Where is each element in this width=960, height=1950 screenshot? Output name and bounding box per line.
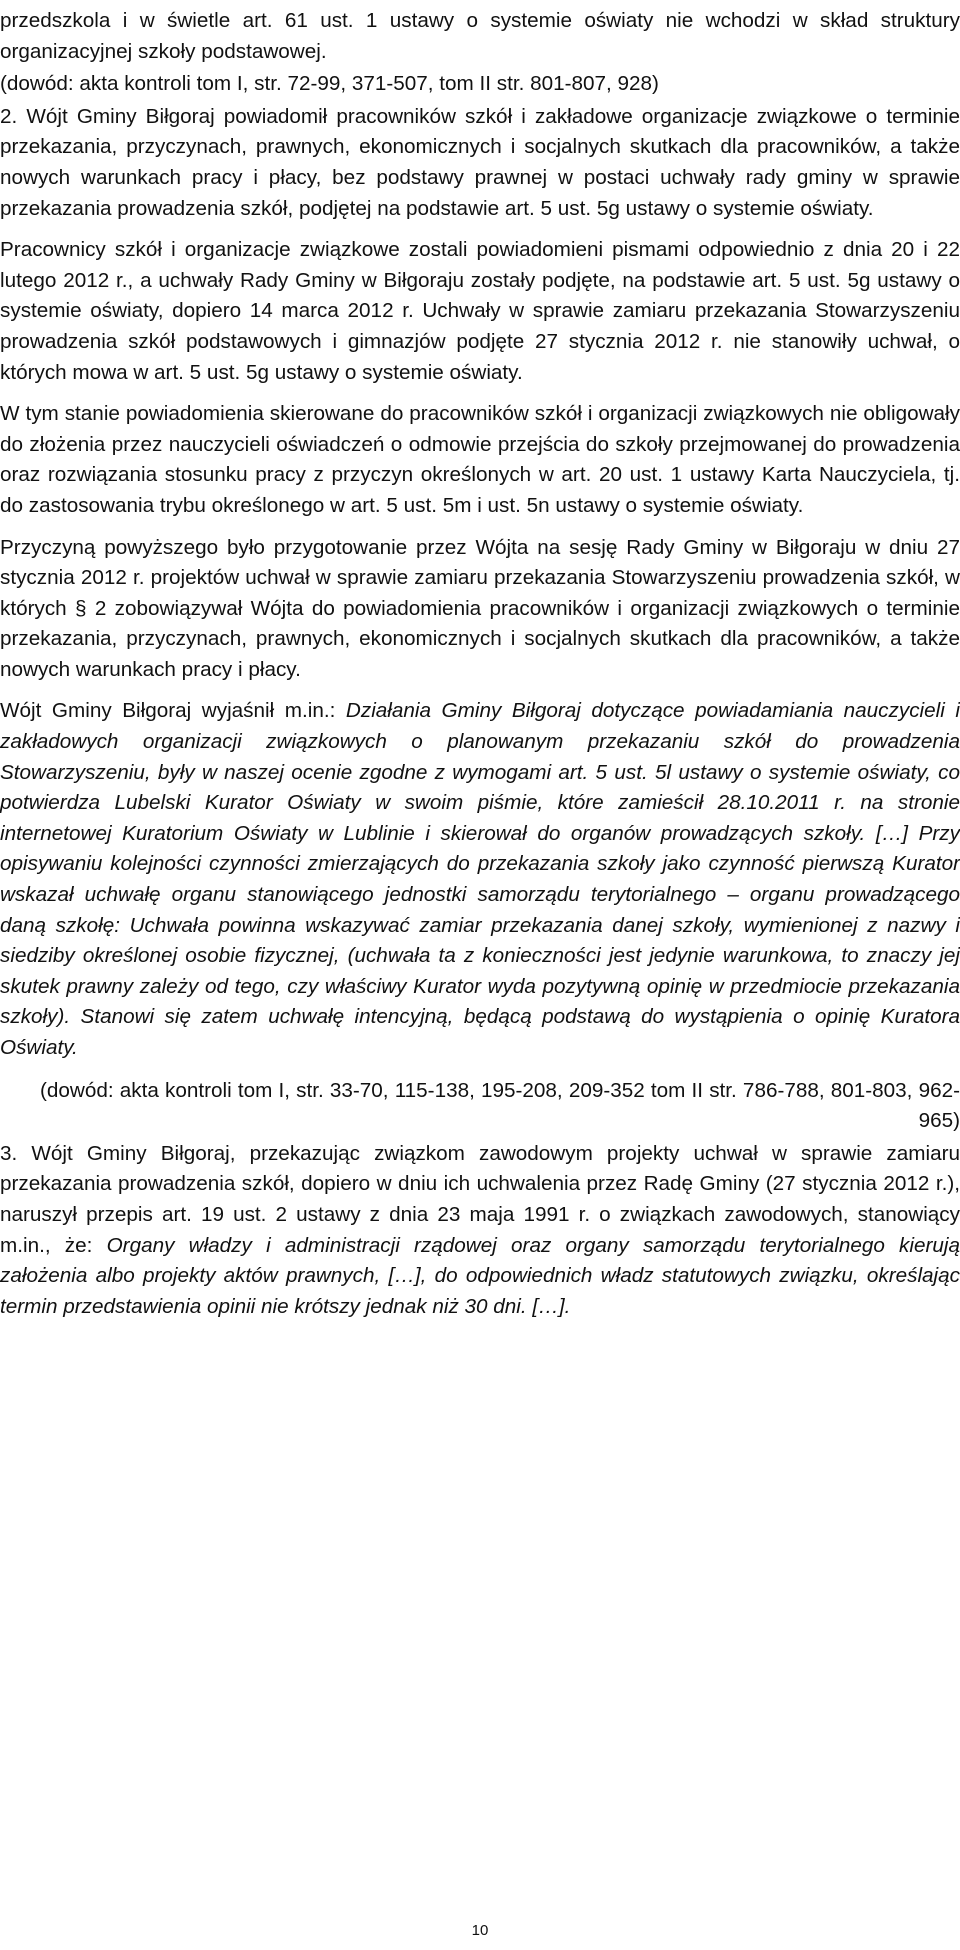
explanation-quote: Działania Gminy Biłgoraj dotyczące powiadamiania nauczycieli i zakładowych organizacji związkowych o planowanym przekazaniu szkół do prowadzenia Stowarzyszeniu, były w naszej ocenie zgodne z wymogami art. 5 ust. 5l ustawy o systemie oświaty, co potwierdza Lubelski Kurator Oświaty w swoim piśmie, które zamieścił 28.10.2011 r. na stronie internetowej Kuratorium Oświaty w Lublinie i skierował do organów prowadzących szkoły. […] Przy opisywaniu kolejności czynności zmierzających do przekazania szkoły jako czynność pierwszą Kurator wskazał uchwałę organu stanowiącego jednostki samorządu terytorialnego – organu prowadzącego daną szkołę: Uchwała powinna wskazywać zamiar przekazania danej szkoły, wymienionej z nazwy i siedziby określonej osobie fizycznej, (uchwała ta z konieczności jest jedynie warunkowa, to znaczy jej skutek prawny zależy od tego, czy właściwy Kurator wyda pozytywną opinię w przedmiocie przekazania szkoły). Stanowi się zatem uchwałę intencyjną, będącą podstawą do wystąpienia o opinię Kuratora Oświaty. (0, 699, 960, 1059)
paragraph-consequence: W tym stanie powiadomienia skierowane do pracowników szkół i organizacji związkowych nie obligowały do złożenia przez nauczycieli oświadczeń o odmowie przejścia do szkoły przejmowanej do prowadzenia oraz rozwiązania stosunku pracy z przyczyn określonych w art. 20 ust. 1 ustawy Karta Nauczyciela, tj. do zastosowania trybu określonego w art. 5 ust. 5m i ust. 5n ustawy o systemie oświaty. (0, 402, 960, 517)
page-number: 10 (471, 1922, 489, 1939)
paragraph-explanation (0, 696, 960, 1063)
text-body (0, 6, 960, 1322)
point-3-quote: Organy władzy i administracji rządowej oraz organy samorządu terytorialnego kierują założenia albo projekty aktów prawnych, […], do odpowiednich władz statutowych związku, określając termin przedstawienia opinii nie krótszy jednak niż 30 dni. […]. (0, 1233, 960, 1318)
paragraph-point-3 (0, 1139, 960, 1323)
paragraph-cause: Przyczyną powyższego było przygotowanie przez Wójta na sesję Rady Gminy w Biłgoraju w dniu 27 stycznia 2012 r. projektów uchwał w sprawie zamiaru przekazania Stowarzyszeniu prowadzenia szkół, w których § 2 zobowiązywał Wójta do powiadomienia pracowników i organizacji związkowych o terminie przekazania, przyczynach, prawnych, ekonomicznych i socjalnych skutkach dla pracowników, a także nowych warunkach pracy i płacy. (0, 535, 960, 681)
paragraph-point-2: 2. Wójt Gminy Biłgoraj powiadomił pracowników szkół i zakładowe organizacje związkowe o terminie przekazania, przyczynach, prawnych, ekonomicznych i socjalnych skutkach dla pracowników, a także nowych warunkach pracy i płacy, bez podstawy prawnej w postaci uchwały rady gminy w sprawie przekazania prowadzenia szkół, podjętej na podstawie art. 5 ust. 5g ustawy o systemie oświaty. (0, 104, 960, 220)
evidence-reference: (dowód: akta kontroli tom I, str. 72-99, 371-507, tom II str. 801-807, 928) (0, 72, 659, 96)
point-3-text: 3. Wójt Gminy Biłgoraj, przekazując związkom zawodowym projekty uchwał w sprawie zamiaru przekazania prowadzenia szkół, dopiero w dniu ich uchwalenia przez Radę Gminy (27 stycznia 2012 r.), naruszył przepis art. 19 ust. 2 ustawy z dnia 23 maja 1991 r. o związkach zawodowych, stanowiący m.in., że: (0, 1141, 960, 1257)
evidence-reference-2: (dowód: akta kontroli tom I, str. 33-70, 115-138, 195-208, 209-352 tom II str. 786-788, 801-803, 962-965) (40, 1078, 960, 1133)
explanation-intro: Wójt Gminy Biłgoraj wyjaśnił m.in.: (0, 699, 346, 723)
paragraph-notification: Pracownicy szkół i organizacje związkowe zostali powiadomieni pismami odpowiednio z dnia 20 i 22 lutego 2012 r., a uchwały Rady Gminy w Biłgoraju zostały podjęte, na podstawie art. 5 ust. 5g ustawy o systemie oświaty, dopiero 14 marca 2012 r. Uchwały w sprawie zamiaru przekazania Stowarzyszeniu prowadzenia szkół podstawowych i gimnazjów podjęte 27 stycznia 2012 r. nie stanowiły uchwał, o których mowa w art. 5 ust. 5g ustawy o systemie oświaty. (0, 238, 960, 384)
paragraph-continuation: przedszkola i w świetle art. 61 ust. 1 ustawy o systemie oświaty nie wchodzi w skład struktury organizacyjnej szkoły podstawowej. (0, 9, 960, 63)
